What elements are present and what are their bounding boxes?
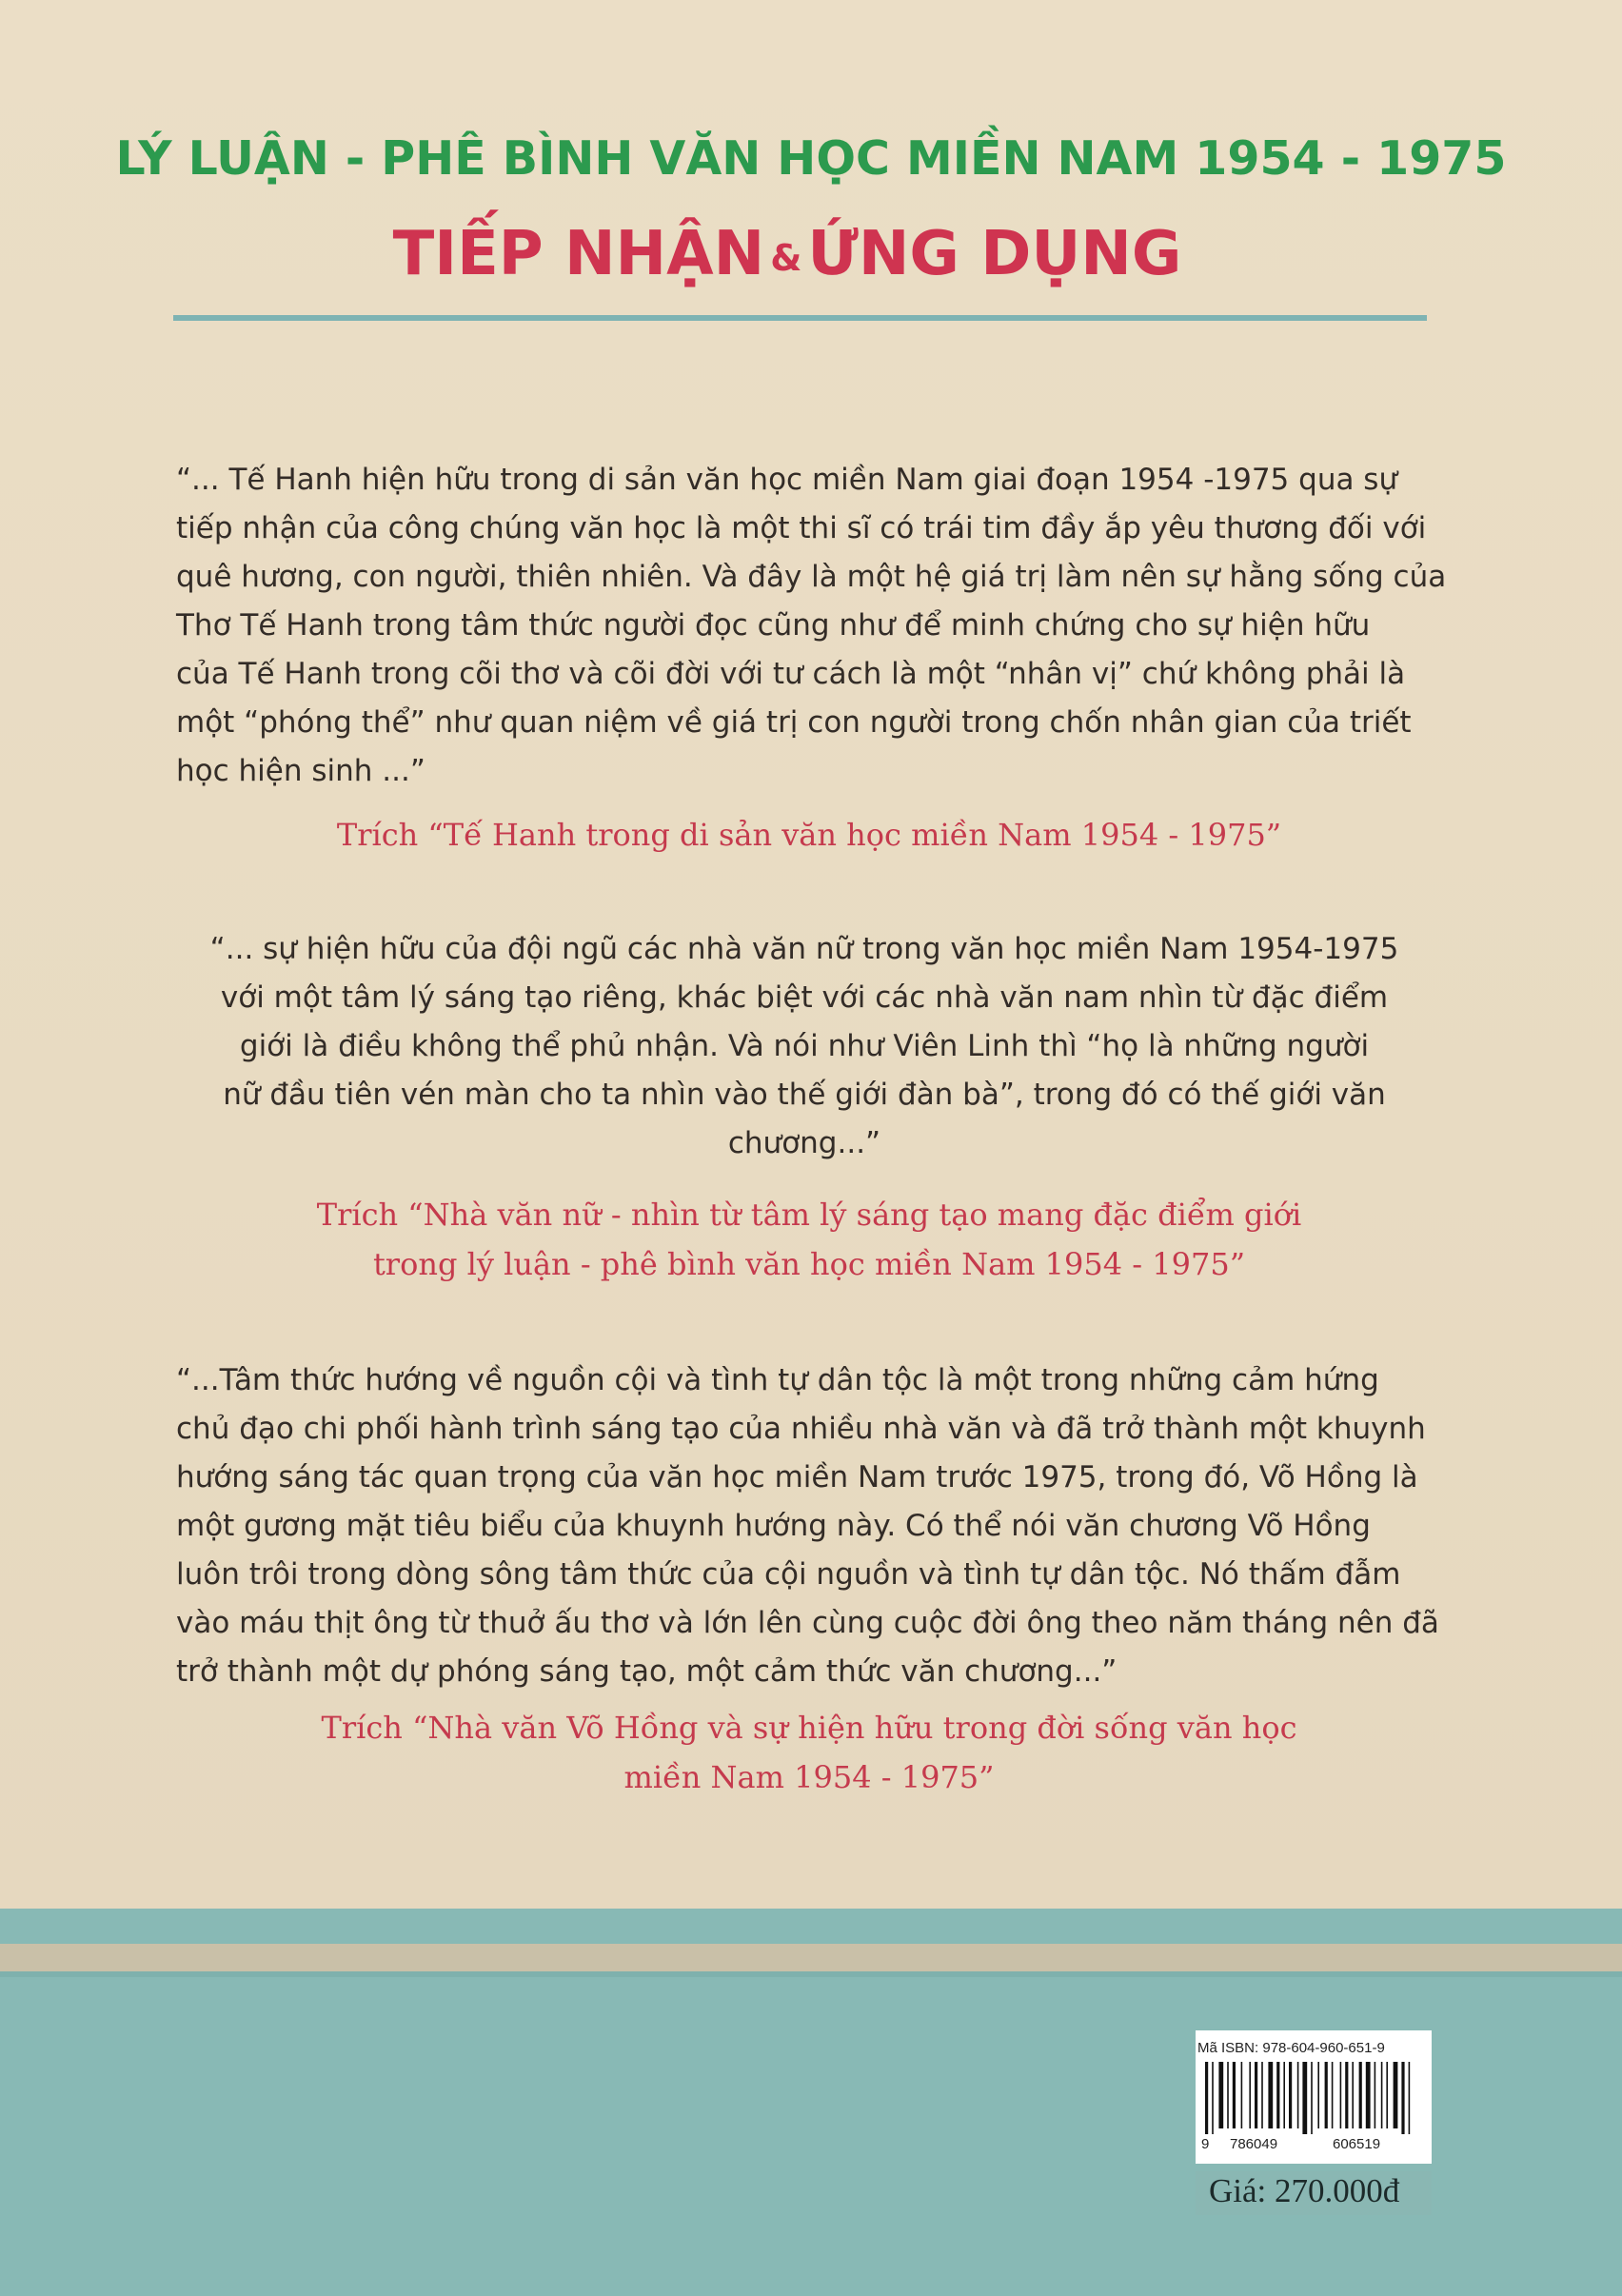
citation-line: Trích “Nhà văn nữ - nhìn từ tâm lý sáng tạo mang đặc điểm giới bbox=[316, 1197, 1302, 1233]
title-part1: TIẾP NHẬN bbox=[392, 219, 765, 289]
barcode-bar bbox=[1366, 2062, 1371, 2128]
barcode-bar bbox=[1205, 2062, 1208, 2134]
barcode-bar bbox=[1345, 2062, 1348, 2128]
citation-2 bbox=[190, 1190, 1428, 1289]
quote-line: giới là điều không thể phủ nhận. Và nói như Viên Linh thì “họ là những người bbox=[239, 1029, 1370, 1063]
quote-line: một “phóng thể” như quan niệm về giá trị con người trong chốn nhân gian của triết bbox=[176, 705, 1412, 740]
quote-line: của Tế Hanh trong cõi thơ và cõi đời với tư cách là một “nhân vị” chứ không phải là bbox=[176, 657, 1406, 691]
barcode-bar bbox=[1311, 2062, 1313, 2134]
quote-line: nữ đầu tiên vén màn cho ta nhìn vào thế giới đàn bà”, trong đó có thế giới văn bbox=[223, 1078, 1386, 1112]
barcode-bar bbox=[1297, 2062, 1299, 2128]
quote-line: trở thành một dự phóng sáng tạo, một cảm thức văn chương...” bbox=[176, 1654, 1118, 1689]
book-title bbox=[0, 219, 1574, 289]
barcode-bar bbox=[1268, 2062, 1273, 2128]
barcode-bar bbox=[1332, 2062, 1334, 2128]
barcode-bar bbox=[1394, 2062, 1398, 2128]
barcode-bar bbox=[1255, 2062, 1257, 2128]
barcode-bar bbox=[1401, 2062, 1404, 2134]
barcode-bar bbox=[1302, 2062, 1307, 2134]
title-part2: ỨNG DỤNG bbox=[807, 219, 1182, 289]
barcode-bar bbox=[1212, 2062, 1214, 2134]
quote-line: “... Tế Hanh hiện hữu trong di sản văn học miền Nam giai đoạn 1954 -1975 qua sự bbox=[176, 463, 1398, 497]
header-divider bbox=[173, 315, 1427, 321]
barcode-bar bbox=[1317, 2062, 1319, 2128]
citation-line: miền Nam 1954 - 1975” bbox=[623, 1759, 995, 1795]
quote-block-3 bbox=[176, 1356, 1452, 1696]
band-stripe-thin bbox=[0, 1971, 1622, 1977]
quote-block-2 bbox=[157, 925, 1452, 1168]
barcode-bar bbox=[1340, 2062, 1342, 2128]
quote-line: chủ đạo chi phối hành trình sáng tạo của nhiều nhà văn và đã trở thành một khuynh bbox=[176, 1412, 1426, 1446]
barcode-bar bbox=[1241, 2062, 1243, 2128]
barcode-bar bbox=[1386, 2062, 1388, 2128]
citation-line: Trích “Nhà văn Võ Hồng và sự hiện hữu trong đời sống văn học bbox=[321, 1710, 1297, 1746]
quote-line: chương...” bbox=[727, 1126, 881, 1160]
quote-line: “...Tâm thức hướng về nguồn cội và tình tự dân tộc là một trong những cảm hứng bbox=[176, 1363, 1379, 1397]
barcode-bar bbox=[1233, 2062, 1236, 2128]
band-stripe bbox=[0, 1944, 1622, 1971]
series-title: LÝ LUẬN - PHÊ BÌNH VĂN HỌC MIỀN NAM 1954 - 1975 bbox=[115, 131, 1507, 186]
barcode-bar bbox=[1375, 2062, 1376, 2128]
barcode-bar bbox=[1249, 2062, 1251, 2128]
citation-3 bbox=[190, 1703, 1428, 1802]
quote-line: “... sự hiện hữu của đội ngũ các nhà văn nữ trong văn học miền Nam 1954-1975 bbox=[209, 932, 1399, 966]
citation-line: trong lý luận - phê bình văn học miền Nam 1954 - 1975” bbox=[372, 1246, 1246, 1282]
barcode-bar bbox=[1227, 2062, 1229, 2128]
barcode-bar bbox=[1276, 2062, 1279, 2128]
barcode-digit-group2: 606519 bbox=[1333, 2136, 1381, 2152]
quote-line: tiếp nhận của công chúng văn học là một thi sĩ có trái tim đầy ắp yêu thương đối với bbox=[176, 511, 1427, 545]
price-label: Giá: 270.000đ bbox=[1209, 2172, 1400, 2209]
barcode-bar bbox=[1352, 2062, 1354, 2128]
barcode-bar bbox=[1218, 2062, 1223, 2128]
quote-block-1 bbox=[176, 456, 1452, 796]
citation-1 bbox=[190, 810, 1428, 860]
barcode-digit-group1: 786049 bbox=[1230, 2136, 1278, 2152]
title-ampersand: & bbox=[770, 237, 802, 279]
barcode-bar bbox=[1325, 2062, 1328, 2128]
quote-line: Thơ Tế Hanh trong tâm thức người đọc cũng như để minh chứng cho sự hiện hữu bbox=[176, 608, 1371, 643]
barcode-digits bbox=[1201, 2136, 1426, 2157]
quote-line: luôn trôi trong dòng sông tâm thức của cội nguồn và tình tự dân tộc. Nó thấm đẫm bbox=[176, 1557, 1401, 1592]
quote-line: học hiện sinh ...” bbox=[176, 754, 425, 788]
quote-line: một gương mặt tiêu biểu của khuynh hướng này. Có thể nói văn chương Võ Hồng bbox=[176, 1509, 1371, 1543]
quote-line: với một tâm lý sáng tạo riêng, khác biệt với các nhà văn nam nhìn từ đặc điểm bbox=[220, 980, 1389, 1015]
citation-line: Trích “Tế Hanh trong di sản văn học miền Nam 1954 - 1975” bbox=[336, 817, 1282, 853]
barcode-bar bbox=[1289, 2062, 1292, 2128]
barcode-digit-first: 9 bbox=[1201, 2136, 1210, 2152]
barcode-icon bbox=[1201, 2062, 1426, 2134]
barcode-bar bbox=[1359, 2062, 1362, 2128]
quote-line: hướng sáng tác quan trọng của văn học miền Nam trước 1975, trong đó, Võ Hồng là bbox=[176, 1460, 1418, 1494]
quote-line: vào máu thịt ông từ thuở ấu thơ và lớn lên cùng cuộc đời ông theo năm tháng nên đã bbox=[176, 1606, 1439, 1640]
quote-line: quê hương, con người, thiên nhiên. Và đây là một hệ giá trị làm nên sự hằng sống của bbox=[176, 560, 1447, 594]
barcode-bar bbox=[1409, 2062, 1411, 2134]
barcode-bar bbox=[1283, 2062, 1285, 2128]
isbn-label: Mã ISBN: 978-604-960-651-9 bbox=[1197, 2040, 1385, 2056]
barcode-bar bbox=[1381, 2062, 1383, 2128]
barcode-bar bbox=[1261, 2062, 1263, 2128]
